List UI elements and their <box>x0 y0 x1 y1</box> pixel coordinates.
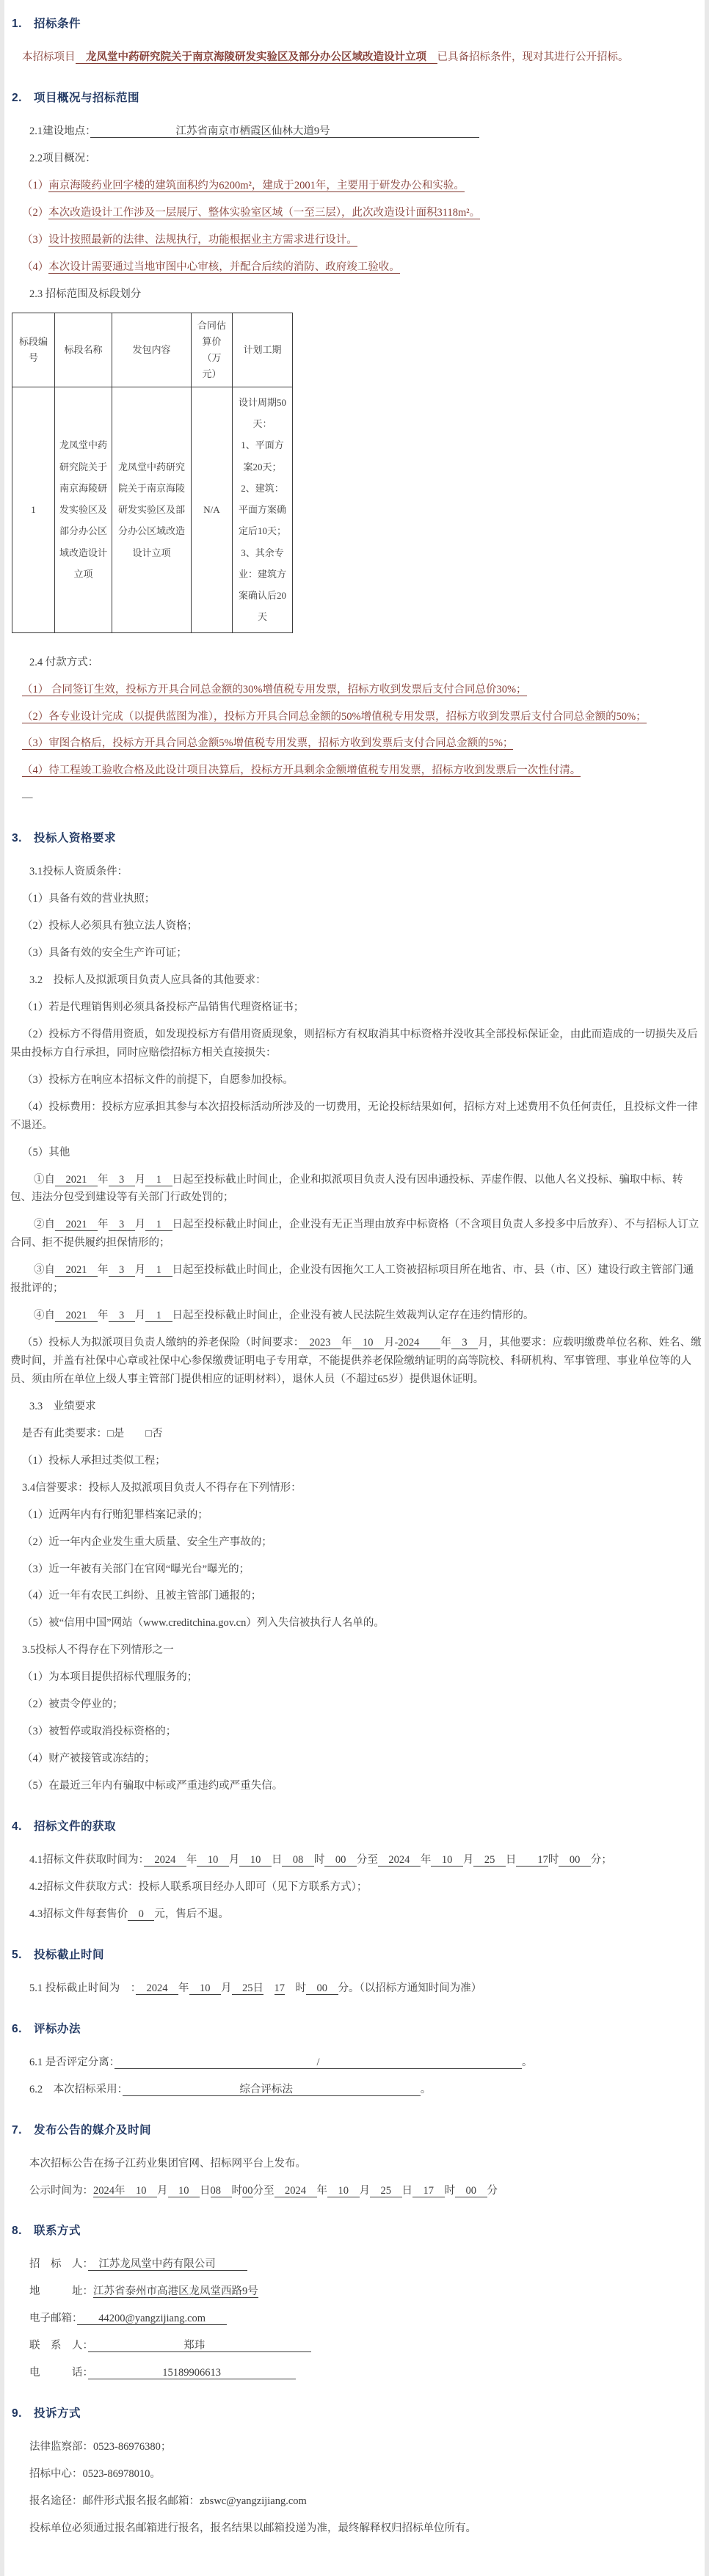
text-segment: 年 <box>98 1173 109 1186</box>
text-segment: 日 <box>401 2184 412 2197</box>
text-segment: 是否有此类要求：□是 □否 <box>22 1427 163 1440</box>
qualification-3-2-item-2 <box>6 1026 702 1062</box>
section-1-heading <box>6 15 702 31</box>
text-segment: 3 <box>108 1219 135 1231</box>
text-segment: 月 <box>134 1264 146 1277</box>
cell-lot-name: 龙凤堂中药研究院关于南京海陵研发实验区及部分办公区域改造设计立项 <box>55 387 112 632</box>
contact-tenderer <box>6 2255 702 2274</box>
section-6-title: 评标办法 <box>34 2022 81 2035</box>
text-segment: 时 <box>548 1853 559 1866</box>
performance-3-3 <box>6 1398 702 1416</box>
text-segment: 。 <box>420 2083 432 2095</box>
complaint-legal-dept <box>6 2438 702 2456</box>
other-condition-4 <box>6 1307 702 1325</box>
overview-item-3 <box>6 231 702 249</box>
text-segment: （2）近一年内企业发生重大质量、安全生产事故的； <box>22 1536 272 1548</box>
credit-item-2 <box>6 1533 702 1552</box>
lot-table <box>12 313 293 633</box>
text-segment: （1） 合同签订生效，投标方开具合同总金额的30%增值税专用发票，招标方收到发票后支付合同总价30%； <box>22 683 527 696</box>
evaluation-separation <box>6 2054 702 2072</box>
text-segment: （1）具备有效的营业执照； <box>22 893 156 905</box>
text-segment: 2024 <box>398 1337 441 1349</box>
section-8-heading <box>6 2222 702 2238</box>
doc-price <box>6 1905 702 1924</box>
text-segment: 4.3招标文件每套售价 <box>29 1908 128 1920</box>
text-segment: 2024年 <box>93 2184 126 2197</box>
text-segment: 1 <box>145 1310 172 1322</box>
performance-checkbox-line <box>6 1425 702 1443</box>
header-lot-id: 标段编号 <box>12 313 55 387</box>
construction-site-line <box>6 123 702 141</box>
contact-address <box>6 2283 702 2301</box>
text-segment: 4.1招标文件获取时间为： <box>29 1853 144 1866</box>
text-segment: 2024 <box>377 1853 421 1866</box>
credit-item-4 <box>6 1587 702 1605</box>
section-2-heading <box>6 89 702 105</box>
lot-table-row <box>12 387 293 632</box>
text-segment: 2021 <box>55 1264 98 1277</box>
section-5-number: 5. <box>12 1948 22 1961</box>
text-segment: 3.4信誉要求：投标人及拟派项目负责人不得存在下列情形： <box>22 1481 302 1494</box>
schedule-line-1: 设计周期50天： <box>238 396 286 430</box>
other-condition-3 <box>6 1261 702 1298</box>
text-segment: 日起至投标截止时间止，企业没有因拖欠工人工资被招标项目所在地省、市、县（市、区）建设行政主管部门通报批评的； <box>10 1264 694 1295</box>
text-segment: 10 <box>189 1982 221 1994</box>
exclusion-item-4 <box>6 1750 702 1768</box>
text-segment: 设计按照最新的法律、法规执行，功能根据业主方需求进行设计。 <box>48 233 357 246</box>
overview-item-2 <box>6 204 702 222</box>
text-segment: ①自 <box>34 1173 55 1186</box>
header-lot-price-line2: （万元） <box>202 351 222 379</box>
text-segment: 2024 <box>136 1982 178 1994</box>
text-segment: 3.1投标人资质条件： <box>29 866 128 878</box>
text-segment: 2024 <box>143 1853 186 1866</box>
header-lot-price-line1: 合同估算价 <box>197 319 226 347</box>
section-7-title: 发布公告的媒介及时间 <box>34 2123 152 2137</box>
exclusion-item-3 <box>6 1723 702 1741</box>
section-7-number: 7. <box>12 2123 22 2137</box>
text-segment: 分 <box>487 2184 498 2197</box>
section-9-title: 投诉方式 <box>34 2407 81 2420</box>
text-segment: 月 <box>134 1310 146 1322</box>
text-segment: 08 <box>210 2184 232 2197</box>
text-segment: 已具备招标条件，现对其进行公开招标。 <box>437 51 629 63</box>
text-segment: （3）被暂停或取消投标资格的； <box>22 1726 177 1738</box>
text-segment: （4）近一年有农民工纠纷、且被主管部门通报的； <box>22 1590 262 1602</box>
text-segment: （2） <box>22 206 49 219</box>
text-segment: 招 标 人： <box>29 2258 88 2271</box>
text-segment: 本次设计需要通过当地审图中心审核，并配合后续的消防、政府竣工验收。 <box>48 260 400 273</box>
qualification-3-1-item-3 <box>6 944 702 963</box>
text-segment: 3.3 业绩要求 <box>29 1400 96 1412</box>
text-segment: （1）若是代理销售则必须具备投标产品销售代理资格证书； <box>22 1001 305 1013</box>
text-segment: （3）具备有效的安全生产许可证； <box>22 947 187 960</box>
payment-item-3 <box>6 734 702 753</box>
text-segment: （5）其他 <box>22 1146 70 1159</box>
cell-lot-content: 龙凤堂中药研究院关于南京海陵研发实验区及部分办公区域改造设计立项 <box>112 387 192 632</box>
text-segment: 10 <box>352 1337 384 1349</box>
text-segment: 时 <box>285 1982 306 1994</box>
section-1-number: 1. <box>12 18 22 30</box>
text-segment: （2）投标方不得借用资质，如发现投标方有借用资质现象，则招标方有权取消其中标资格并没收其全部投标保证金，由此而造成的一切损失及后果由投标方自行承担，同时应赔偿招标方相关直接损失： <box>10 1028 698 1059</box>
scope-label <box>6 285 702 304</box>
other-condition-2 <box>6 1216 702 1252</box>
text-segment: 4.2招标文件获取方式：投标人联系项目经办人即可（见下方联系方式）； <box>29 1880 368 1893</box>
text-segment: 时 <box>231 2184 242 2197</box>
text-segment: 日 <box>200 2184 211 2197</box>
text-segment: 月 <box>228 1853 240 1866</box>
section-5-title: 投标截止时间 <box>34 1948 105 1961</box>
qualification-3-1-item-1 <box>6 890 702 908</box>
text-segment: 2021 <box>55 1310 98 1322</box>
text-segment: 10 <box>167 2184 200 2197</box>
text-segment: 分至 <box>252 2184 274 2197</box>
section-2-title: 项目概况与招标范围 <box>34 91 140 104</box>
text-segment: 月，其他要求：应载明缴费单位名称、姓名、缴费时间，并盖有社保中心章或社保中心参保缴费证明电子专用章，不能提供养老保险缴纳证明的高等院校、科研机构、军事管理、事业单位等的人员、须由所在单位上级人事主管部门提供相应的证明材料），退休人员（不超过65岁）提供退休证明。 <box>10 1337 702 1385</box>
text-segment: 2.4 付款方式： <box>29 656 99 668</box>
text-segment: 分至 <box>356 1853 378 1866</box>
text-segment: 月 <box>221 1982 232 1994</box>
text-segment: 月 <box>359 2184 370 2197</box>
text-segment: 00 <box>455 2184 487 2197</box>
text-segment: （4） <box>22 260 49 273</box>
text-segment: 1 <box>145 1264 172 1277</box>
text-segment: ③自 <box>34 1264 55 1277</box>
text-segment: 日起至投标截止时间止，企业没有被人民法院生效裁判认定存在违约情形的。 <box>172 1310 534 1322</box>
qualification-3-1-item-2 <box>6 917 702 935</box>
registration-email <box>6 2492 702 2511</box>
cell-lot-schedule <box>233 387 293 632</box>
text-segment: 10 <box>125 2184 157 2197</box>
text-segment: 综合评标法 <box>122 2083 421 2095</box>
contact-phone <box>6 2364 702 2382</box>
performance-item-1 <box>6 1452 702 1470</box>
text-segment: 江苏省泰州市高港区龙凤堂西路9号 <box>93 2285 258 2298</box>
text-segment: 龙凤堂中药研究院关于南京海陵研发实验区及部分办公区域改造设计立项 <box>75 51 437 63</box>
text-segment: 日起至投标截止时间止，企业和拟派项目负责人没有因串通投标、弄虚作假、以他人名义投标、骗取中标、转包、违法分包受到建设等有关部门行政处罚的； <box>10 1173 683 1204</box>
text-segment: 时 <box>313 1853 325 1866</box>
text-segment: 17 <box>412 2184 445 2197</box>
text-segment: 3 <box>108 1264 135 1277</box>
header-lot-name: 标段名称 <box>55 313 112 387</box>
payment-item-2 <box>6 708 702 726</box>
text-segment: （4）投标费用：投标方应承担其参与本次招投标活动所涉及的一切费用，无论投标结果如何，招标方对上述费用不负任何责任，且投标文件一律不退还。 <box>10 1101 698 1131</box>
section-5-heading <box>6 1946 702 1962</box>
text-segment: 5.1 投标截止时间为 ： <box>29 1982 136 1994</box>
text-segment: 2.2项目概况： <box>29 152 96 164</box>
text-segment: 电子邮箱： <box>29 2313 78 2325</box>
qualification-3-2-item-4 <box>6 1098 702 1135</box>
section-3-title: 投标人资格要求 <box>34 832 117 845</box>
section-1-title: 招标条件 <box>34 18 81 30</box>
section-8-title: 联系方式 <box>34 2225 81 2238</box>
section-7-heading <box>6 2121 702 2137</box>
text-segment: （2）投标人必须具有独立法人资格； <box>22 920 198 933</box>
document-page <box>4 0 705 2576</box>
credit-3-4 <box>6 1479 702 1497</box>
exclusion-item-2 <box>6 1696 702 1714</box>
text-segment: （1）投标人承担过类似工程； <box>22 1454 166 1467</box>
text-segment: 年 <box>341 1337 352 1349</box>
cell-lot-id: 1 <box>12 387 55 632</box>
text-segment: （5）投标人为拟派项目负责人缴纳的养老保险（时间要求： <box>22 1337 299 1349</box>
contact-person <box>6 2337 702 2355</box>
text-segment: 1 <box>145 1173 172 1186</box>
text-segment: 3 <box>108 1310 135 1322</box>
text-segment: 10 <box>197 1853 229 1866</box>
text-segment: 投标单位必须通过报名邮箱进行报名，报名结果以邮箱投递为准，最终解释权归招标单位所有。 <box>29 2522 476 2534</box>
pension-requirement <box>6 1334 702 1389</box>
header-lot-schedule: 计划工期 <box>233 313 293 387</box>
text-segment: 公示时间为： <box>29 2184 93 2197</box>
payment-item-1 <box>6 681 702 699</box>
schedule-line-3: 2、建筑：平面方案确定后10天； <box>238 482 286 537</box>
section-2-number: 2. <box>12 91 22 104</box>
text-segment: 17 <box>516 1853 548 1866</box>
text-segment: 25 <box>473 1853 506 1866</box>
text-segment: 2021 <box>55 1173 98 1186</box>
announcement-period <box>6 2182 702 2200</box>
exclusion-3-5 <box>6 1641 702 1660</box>
exclusion-item-5 <box>6 1777 702 1795</box>
text-segment: 2.3 招标范围及标段划分 <box>29 288 142 300</box>
qualification-3-1 <box>6 863 702 881</box>
text-segment: 江苏省南京市栖霞区仙林大道9号 <box>90 125 479 137</box>
qualification-3-2 <box>6 971 702 990</box>
header-lot-price <box>192 313 233 387</box>
evaluation-method <box>6 2081 702 2099</box>
exclusion-item-1 <box>6 1668 702 1687</box>
section-8-number: 8. <box>12 2225 22 2238</box>
text-segment: 元，售后不退。 <box>154 1908 229 1920</box>
text-segment: 3.5投标人不得存在下列情形之一 <box>22 1644 174 1657</box>
contact-email <box>6 2310 702 2328</box>
text-segment: 00 <box>306 1982 338 1994</box>
credit-item-5 <box>6 1614 702 1632</box>
text-segment: 08 <box>282 1853 314 1866</box>
section-9-number: 9. <box>12 2407 22 2420</box>
text-segment: 6.1 是否评定分离： <box>29 2056 114 2068</box>
text-segment: 年 <box>316 2184 327 2197</box>
text-segment: 南京海陵药业回字楼的建筑面积约为6200m²，建成于2001年，主要用于研发办公和实验。 <box>48 179 465 191</box>
doc-acquire-time <box>6 1851 702 1869</box>
text-segment: 郑玮 <box>87 2340 312 2352</box>
cell-lot-price: N/A <box>192 387 233 632</box>
doc-acquire-method <box>6 1878 702 1897</box>
lot-table-header-row <box>12 313 293 387</box>
text-segment: 00 <box>559 1853 591 1866</box>
text-segment: 00 <box>324 1853 357 1866</box>
text-segment: 月 <box>157 2184 168 2197</box>
text-segment: （5）被“信用中国”网站（www.creditchina.gov.cn）列入失信被执行人名单的。 <box>22 1617 385 1630</box>
text-segment: 25日 <box>231 1982 263 1994</box>
complaint-tender-center <box>6 2465 702 2484</box>
text-segment: （3）投标方在响应本招标文件的前提下，自愿参加投标。 <box>22 1073 294 1086</box>
text-segment: ②自 <box>34 1219 55 1231</box>
text-segment: 年 <box>186 1853 197 1866</box>
text-segment: 25 <box>370 2184 402 2197</box>
text-segment: 44200@yangzijiang.com <box>77 2313 228 2325</box>
text-segment: （3） <box>22 233 49 246</box>
text-segment: 10 <box>327 2184 360 2197</box>
text-segment: 2.1建设地点： <box>29 125 91 137</box>
section-4-title: 招标文件的获取 <box>34 1820 117 1833</box>
text-segment: 年 <box>98 1264 109 1277</box>
text-segment: （4）待工程竣工验收合格及此设计项目决算后，投标方开具剩余金额增值税专用发票，招标方收到发票后一次性付清。 <box>22 765 581 777</box>
text-segment: 本次改造设计工作涉及一层展厅、整体实验室区域（一至三层），此次改造设计面积3118m²。 <box>48 206 481 219</box>
text-segment: （2）各专业设计完成（以提供蓝图为准），投标方开具合同总金额的50%增值税专用发票，招标方收到发票后支付合同总金额的50%； <box>22 710 647 723</box>
header-lot-content: 发包内容 <box>112 313 192 387</box>
text-segment: 月 <box>134 1219 146 1231</box>
text-segment: 3 <box>451 1337 479 1349</box>
section-3-heading <box>6 829 702 845</box>
section-6-number: 6. <box>12 2022 22 2035</box>
text-segment: ④自 <box>34 1310 55 1322</box>
schedule-line-4: 3、其余专业：建筑方案确认后20天 <box>238 547 286 623</box>
section-6-heading <box>6 2020 702 2036</box>
tender-conditions-intro <box>6 48 702 67</box>
text-segment: 年 <box>440 1337 451 1349</box>
payment-item-4 <box>6 762 702 780</box>
text-segment: （1）为本项目提供招标代理服务的； <box>22 1671 198 1684</box>
text-segment: 法律监察部：0523-86976380； <box>29 2441 172 2453</box>
text-segment: 年 <box>98 1310 109 1322</box>
text-segment: 2024 <box>274 2184 317 2197</box>
announcement-media <box>6 2155 702 2173</box>
text-segment: （4）财产被接管或冻结的； <box>22 1753 156 1765</box>
other-condition-1 <box>6 1171 702 1208</box>
payment-label <box>6 654 702 672</box>
text-segment: 年 <box>420 1853 432 1866</box>
text-segment: （3）近一年被有关部门在官网“曝光台”曝光的； <box>22 1563 250 1575</box>
text-segment: （2）被责令停业的； <box>22 1699 123 1711</box>
overview-item-1 <box>6 177 702 195</box>
qualification-3-2-item-1 <box>6 999 702 1017</box>
bid-deadline <box>6 1980 702 1998</box>
text-segment: 10 <box>239 1853 272 1866</box>
text-segment: 月 <box>462 1853 474 1866</box>
text-segment: 日 <box>271 1853 283 1866</box>
text-segment: 地 址： <box>29 2285 93 2298</box>
text-segment: 17 <box>274 1982 285 1994</box>
text-segment: 月- <box>384 1337 399 1349</box>
text-segment: / <box>114 2056 523 2068</box>
text-segment: 15189906613 <box>87 2367 296 2379</box>
section-4-number: 4. <box>12 1820 22 1833</box>
text-segment: 本次招标公告在扬子江药业集团官网、招标网平台上发布。 <box>29 2157 306 2170</box>
text-segment: 江苏龙凤堂中药有限公司 <box>87 2258 248 2271</box>
text-segment: 2021 <box>55 1219 98 1231</box>
text-segment: 3 <box>108 1173 135 1186</box>
text-segment: 月 <box>134 1173 146 1186</box>
registration-note <box>6 2520 702 2538</box>
text-segment: 分。（以招标方通知时间为准） <box>338 1982 482 1994</box>
credit-item-1 <box>6 1506 702 1525</box>
text-segment: 招标中心：0523-86978010。 <box>29 2468 161 2481</box>
text-segment: （5）在最近三年内有骗取中标或严重违约或严重失信。 <box>22 1780 283 1792</box>
text-segment: 年 <box>178 1982 189 1994</box>
qualification-3-2-item-5 <box>6 1144 702 1162</box>
text-segment: 日起至投标截止时间止，企业没有无正当理由放弃中标资格（不含项目负责人多投多中后放弃）、不与招标人订立合同、拒不提供履约担保情形的； <box>10 1219 699 1249</box>
project-overview-label <box>6 150 702 168</box>
text-segment: 0 <box>128 1908 155 1920</box>
text-segment: 。 <box>522 2056 533 2068</box>
text-segment: 本招标项目 <box>22 51 76 63</box>
section-9-heading <box>6 2404 702 2420</box>
text-segment: — <box>22 792 33 804</box>
text-segment: 6.2 本次招标采用： <box>29 2083 123 2095</box>
text-segment: 3.2 投标人及拟派项目负责人应具备的其他要求： <box>29 974 266 986</box>
qualification-3-2-item-3 <box>6 1071 702 1090</box>
text-segment: （1） <box>22 179 49 191</box>
overview-item-4 <box>6 258 702 277</box>
schedule-line-2: 1、平面方案20天； <box>241 439 284 472</box>
text-segment: 分； <box>590 1853 612 1866</box>
text-segment: 1 <box>145 1219 172 1231</box>
text-segment: 00 <box>242 2184 253 2197</box>
text-segment: 2023 <box>299 1337 341 1349</box>
text-segment: 日 <box>505 1853 517 1866</box>
text-segment: 10 <box>431 1853 463 1866</box>
text-segment: （3）审图合格后，投标方开具合同总金额5%增值税专用发票，招标方收到发票后支付合同总金额的5%； <box>22 737 514 750</box>
text-segment: 电 话： <box>29 2367 88 2379</box>
text-segment: 联 系 人： <box>29 2340 88 2352</box>
credit-item-3 <box>6 1561 702 1579</box>
text-segment: 年 <box>98 1219 109 1231</box>
text-segment: 报名途径：邮件形式报名报名邮箱：zbswc@yangzijiang.com <box>29 2495 307 2507</box>
text-segment: （1）近两年内有行贿犯罪档案记录的； <box>22 1508 208 1521</box>
text-segment <box>263 1982 274 1994</box>
text-segment: 时 <box>444 2184 455 2197</box>
dash-line <box>6 789 702 807</box>
section-4-heading <box>6 1817 702 1834</box>
section-3-number: 3. <box>12 832 22 845</box>
